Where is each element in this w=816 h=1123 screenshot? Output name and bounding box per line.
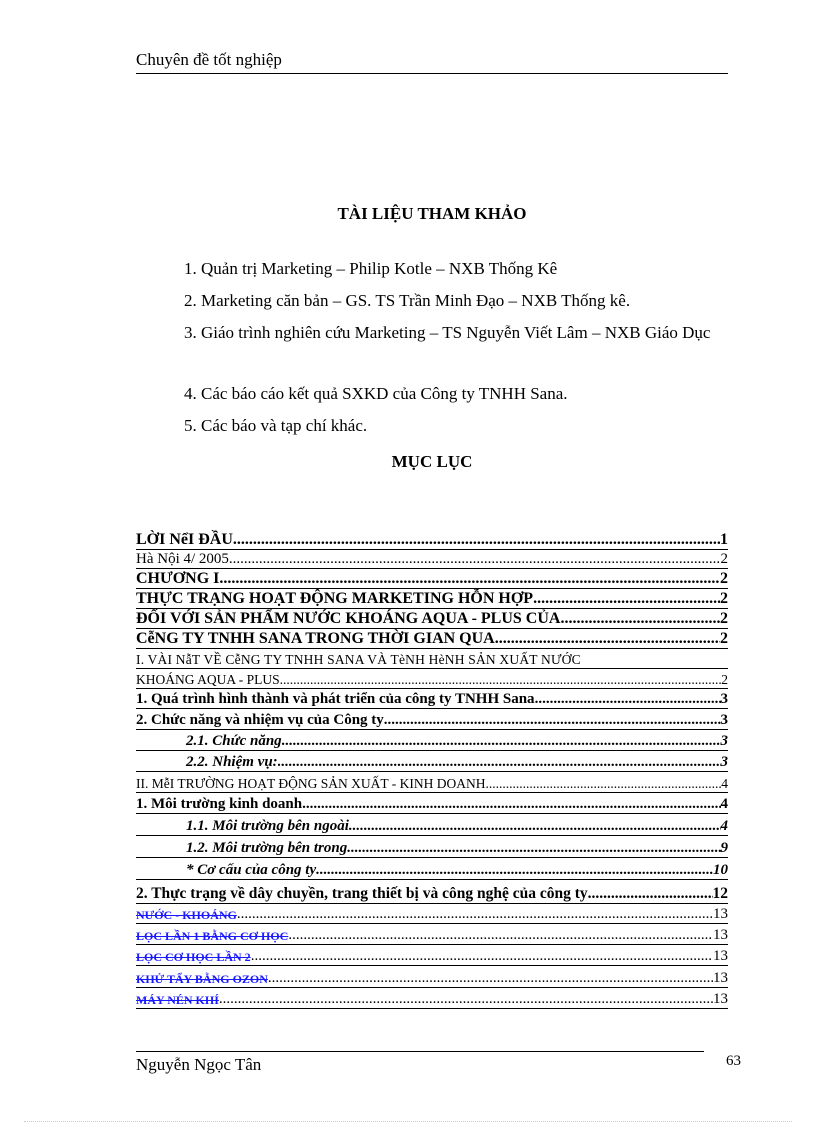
toc-entry-page: 4	[721, 776, 728, 791]
toc-entry-text: 1. Môi trường kinh doanh	[136, 796, 303, 812]
toc-entry-text: CễNG TY TNHH SANA TRONG THỜI GIAN QUA	[136, 630, 495, 647]
toc-entry[interactable]	[136, 589, 728, 609]
toc-entry[interactable]	[136, 689, 728, 709]
toc-entry-text: I. VÀI NẫT VỀ CễNG TY TNHH SANA VÀ TèNH HèNH SẢN XUẤT NƯỚC	[136, 652, 581, 667]
toc-entry-page: 13	[713, 970, 728, 986]
footer-author: Nguyễn Ngọc Tân	[136, 1055, 262, 1074]
toc-entry[interactable]	[136, 793, 728, 814]
toc-entry-text: KHOÁNG AQUA - PLUS	[136, 672, 280, 687]
toc-entry-page: 3	[720, 691, 728, 707]
toc-entry-text: 2. Thực trạng về dây chuyền, trang thiết bị và công nghệ của công ty	[136, 885, 588, 902]
toc-entry-text: CHƯƠNG I	[136, 570, 220, 587]
toc-entry-page: 2	[721, 672, 728, 687]
toc-entry-page: 10	[713, 862, 728, 878]
toc-entry[interactable]	[136, 988, 728, 1009]
toc-entry-text: NƯỚC - KHOÁNG	[136, 908, 237, 922]
toc-entry[interactable]	[136, 924, 728, 945]
page-number: 63	[726, 1053, 741, 1069]
toc-entry[interactable]	[136, 966, 728, 988]
toc-entry-text: II. MễI TRƯỜNG HOẠT ĐỘNG SẢN XUẤT - KINH DOANH	[136, 776, 486, 791]
toc-entry-text: * Cơ cấu của công ty	[186, 862, 317, 878]
toc-entry-page: 2	[720, 630, 728, 647]
toc-entry[interactable]	[136, 609, 728, 629]
toc-entry-page: 1	[720, 531, 728, 548]
reference-item: 1. Quản trị Marketing – Philip Kotle – NXB Thống Kê	[184, 259, 558, 278]
toc-entry-text: 1.2. Môi trường bên trong	[186, 840, 348, 856]
toc-entry[interactable]	[136, 550, 728, 569]
toc-entry-text: MÁY NÉN KHÍ	[136, 993, 219, 1007]
toc-entry-page: 3	[720, 754, 728, 770]
toc-entry-text: KHỬ TẨY BẰNG OZON	[136, 972, 268, 986]
toc-entry-text: ĐỐI VỚI SẢN PHẨM NƯỚC KHOÁNG AQUA - PLUS CỦA	[136, 610, 561, 627]
document-header	[136, 49, 728, 74]
toc-entry-page: 3	[720, 733, 728, 749]
toc-entry-page: 4	[720, 818, 728, 834]
toc-entry[interactable]	[136, 669, 728, 689]
references-title: TÀI LIỆU THAM KHẢO	[337, 204, 527, 223]
toc-entry[interactable]	[136, 569, 728, 589]
toc-entry[interactable]	[136, 751, 728, 772]
toc-entry-page: 2	[720, 551, 728, 567]
toc-entry-text: 1.1. Môi trường bên ngoài	[186, 818, 349, 834]
toc-entry[interactable]	[136, 880, 728, 904]
toc-entry[interactable]	[136, 945, 728, 966]
toc-entry-page: 9	[720, 840, 728, 856]
reference-item: 5. Các báo và tạp chí khác.	[184, 416, 368, 435]
toc-entry-text: 2.1. Chức năng	[186, 733, 282, 749]
toc-entry-page: 12	[712, 885, 728, 902]
toc-entry-text: 2. Chức năng và nhiệm vụ của Công ty	[136, 712, 384, 728]
toc-entry[interactable]	[136, 629, 728, 649]
toc-entry[interactable]	[136, 904, 728, 924]
toc-entry[interactable]	[136, 649, 728, 669]
toc-entry-page: 3	[720, 712, 728, 728]
toc-entry-text: THỰC TRẠNG HOẠT ĐỘNG MARKETING HỖN HỢP	[136, 590, 534, 607]
toc-entry-page: 13	[713, 927, 728, 943]
toc-entry[interactable]	[136, 530, 728, 550]
toc-entry-page: 4	[720, 796, 728, 812]
toc-entry[interactable]	[136, 772, 728, 793]
toc-entry[interactable]	[136, 814, 728, 836]
reference-item: 2. Marketing căn bản – GS. TS Trần Minh Đạo – NXB Thống kê.	[184, 291, 631, 310]
toc-entry-text: Hà Nội 4/ 2005	[136, 551, 229, 567]
toc-entry[interactable]	[136, 730, 728, 751]
toc-entry-text: 2.2. Nhiệm vụ:	[186, 754, 278, 770]
toc-entry-text: LỌC CƠ HỌC LẦN 2	[136, 950, 251, 964]
reference-item: 3. Giáo trình nghiên cứu Marketing – TS Nguyễn Viết Lâm – NXB Giáo Dục	[184, 323, 711, 342]
toc-entry[interactable]	[136, 709, 728, 730]
toc-entry-page: 13	[713, 948, 728, 964]
toc-entry-page: 13	[713, 991, 728, 1007]
toc-entry-text: 1. Quá trình hình thành và phát triển của công ty TNHH Sana	[136, 691, 535, 707]
toc-entry-page: 13	[713, 906, 728, 922]
toc-entry[interactable]	[136, 836, 728, 858]
references-list	[136, 256, 728, 445]
table-of-contents	[136, 530, 728, 1009]
toc-entry-text: LỜI NểI ĐẦU	[136, 531, 233, 548]
footer-divider	[136, 1051, 704, 1052]
toc-entry-page: 2	[720, 610, 728, 627]
toc-entry-page: 2	[720, 590, 728, 607]
toc-entry-page: 2	[720, 570, 728, 587]
toc-entry-text: LỌC LẦN 1 BẰNG CƠ HỌC	[136, 929, 289, 943]
reference-item: 4. Các báo cáo kết quả SXKD của Công ty TNHH Sana.	[184, 384, 568, 403]
toc-entry[interactable]	[136, 858, 728, 880]
toc-title: MỤC LỤC	[391, 452, 473, 471]
page-bottom-edge	[24, 1121, 792, 1122]
header-title: Chuyên đề tốt nghiệp	[136, 50, 282, 69]
